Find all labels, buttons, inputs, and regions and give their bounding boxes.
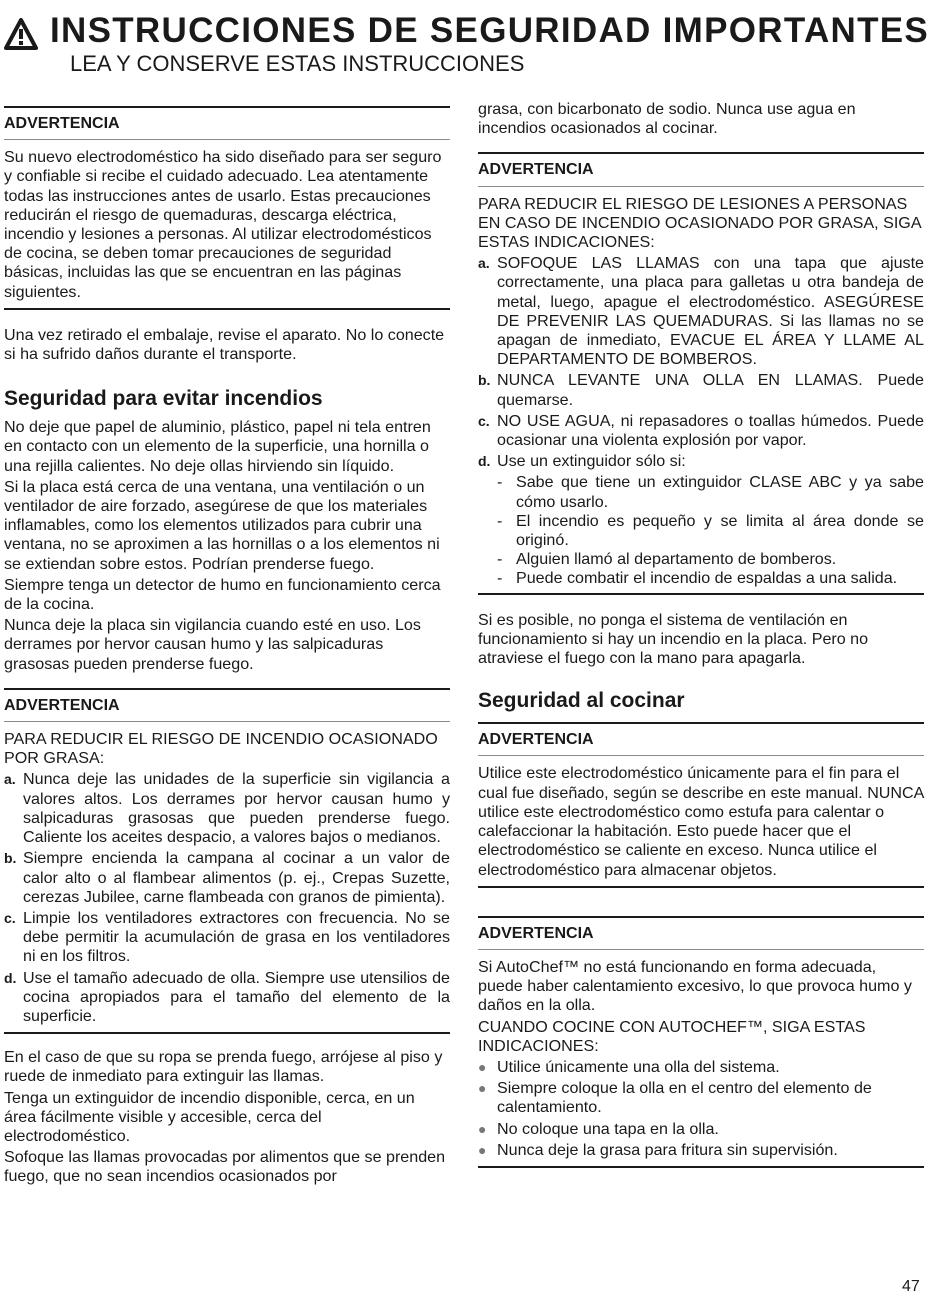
- list-item: [478, 371, 924, 409]
- list-letter: d.: [4, 969, 17, 986]
- list-letter: c.: [478, 412, 490, 429]
- warning-intro: PARA REDUCIR EL RIESGO DE INCENDIO OCASIONADO POR GRASA:: [4, 730, 438, 768]
- fire-paragraph: No deje que papel de aluminio, plástico, papel ni tela entren en contacto con un elemento de la superficie, una hornilla o una rejilla calientes. No deje ollas hirviendo sin líquido.: [4, 418, 431, 475]
- list-item: [478, 452, 924, 471]
- smother-flames-text: Sofoque las llamas provocadas por alimentos que se prenden fuego, que no sean incendios ocasionados por: [4, 1148, 446, 1186]
- ventilation-text: Si es posible, no ponga el sistema de ventilación en funcionamiento si hay un incendio en la placa. Pero no atraviese el fuego con la mano para apagarla.: [478, 610, 869, 668]
- bullet-item: [478, 1120, 924, 1139]
- list-letter: d.: [478, 453, 491, 470]
- dash-item: [497, 550, 924, 569]
- list-letter: c.: [4, 909, 16, 926]
- list-letter: b.: [4, 850, 17, 867]
- warning-label: ADVERTENCIA: [4, 690, 450, 722]
- continuation-text: grasa, con bicarbonato de sodio. Nunca use agua en incendios ocasionados al cocinar.: [478, 100, 856, 138]
- list-text: NO USE AGUA, ni repasadores o toallas húmedos. Puede ocasionar una violenta explosión por vapor.: [497, 411, 924, 450]
- page-subtitle: LEA Y CONSERVE ESTAS INSTRUCCIONES: [70, 51, 525, 76]
- warning-label: ADVERTENCIA: [478, 724, 924, 756]
- dash-text: Sabe que tiene un extinguidor CLASE ABC y ya sabe cómo usarlo.: [516, 473, 924, 511]
- bullet-item: [478, 1141, 924, 1160]
- warning-text: Si AutoChef™ no está funcionando en forma adecuada, puede haber calentamiento excesivo, lo que provoca humo y daños en la olla.: [478, 957, 912, 1015]
- list-item: [4, 849, 450, 907]
- page-number: 47: [902, 1278, 920, 1295]
- dash-item: [497, 569, 924, 588]
- clothing-fire-text: En el caso de que su ropa se prenda fuego, arrójese al piso y ruede de inmediato para extinguir las llamas.: [4, 1048, 443, 1086]
- bullet-mark: ●: [478, 1141, 487, 1158]
- list-item: [4, 969, 450, 1027]
- list-letter: a.: [4, 771, 16, 788]
- dash-mark: -: [497, 473, 503, 492]
- extinguisher-text: Tenga un extinguidor de incendio disponible, cerca, en un área fácilmente visible y accesible, cerca del electrodoméstico.: [4, 1088, 415, 1145]
- warning-box-usage: [478, 722, 924, 887]
- list-text: Limpie los ventiladores extractores con frecuencia. No se debe permitir la acumulación de grasa en los ventiladores ni en los filtros.: [23, 908, 450, 966]
- list-item: [4, 909, 450, 967]
- unpacking-text: Una vez retirado el embalaje, revise el aparato. No lo conecte si ha sufrido daños durante el transporte.: [4, 325, 445, 364]
- bullet-text: Nunca deje la grasa para fritura sin supervisión.: [497, 1140, 838, 1159]
- fire-paragraph: Si la placa está cerca de una ventana, una ventilación o un ventilador de aire forzado, asegúrese de que los materiales inflamables, como los elementos utilizados para cubrir una ventana, no se aproximen a las hornillas o a los elementos ni se extiendan sobre estos. Podrían prenderse fuego.: [4, 477, 440, 573]
- bullet-item: [478, 1058, 924, 1077]
- left-column: [4, 100, 450, 1189]
- fire-paragraph: Siempre tenga un detector de humo en funcionamiento cerca de la cocina.: [4, 575, 441, 614]
- warning-text: Su nuevo electrodoméstico ha sido diseñado para ser seguro y confiable si recibe el cuidado adecuado. Lea atentamente todas las instrucciones antes de usarlo. Estas precauciones reducirán el riesgo de quemaduras, descarga eléctrica, incendio y lesiones a personas. Al utilizar electrodomésticos de cocina, se deben tomar precauciones de seguridad básicas, incluidas las que se encuentran en las páginas siguientes.: [4, 148, 442, 301]
- list-text: NUNCA LEVANTE UNA OLLA EN LLAMAS. Puede quemarse.: [497, 371, 924, 409]
- dash-text: Alguien llamó al departamento de bomberos.: [516, 550, 837, 569]
- dash-mark: -: [497, 569, 503, 588]
- warning-box-autochef: [478, 916, 924, 1168]
- list-text: Use un extinguidor sólo si:: [497, 452, 686, 471]
- bullet-text: No coloque una tapa en la olla.: [497, 1119, 719, 1138]
- dash-text: Puede combatir el incendio de espaldas a una salida.: [516, 569, 898, 588]
- list-text: SOFOQUE LAS LLAMAS con una tapa que ajuste correctamente, una placa para galletas u otra bandeja de metal, luego, apague el electrodoméstico. ASEGÚRESE DE PREVENIR LAS QUEMADURAS. Si las llamas no se apagan de inmediato, EVACUE EL ÁREA Y LLAME AL DEPARTAMENTO DE BOMBEROS.: [497, 254, 924, 369]
- bullet-mark: ●: [478, 1058, 487, 1075]
- fire-paragraph: Nunca deje la placa sin vigilancia cuando esté en uso. Los derrames por hervor causan humo y las salpicaduras grasosas pueden prenderse fuego.: [4, 616, 421, 673]
- list-text: Siempre encienda la campana al cocinar a un valor de calor alto o al flambear alimentos (p. ej., Crepas Suzette, cerezas Jubilee, carne flambeada con granos de pimienta).: [23, 849, 450, 906]
- warning-label: ADVERTENCIA: [478, 154, 924, 186]
- dash-text: El incendio es pequeño y se limita al área donde se originó.: [516, 511, 924, 550]
- warning-text: Utilice este electrodoméstico únicamente para el fin para el cual fue diseñado, según se describe en este manual. NUNCA utilice este electrodoméstico como estufa para calentar o calefaccionar la habitación. Esto puede hacer que el electrodoméstico se caliente en exceso. Nunca utilice el electrodoméstico para almacenar objetos.: [478, 764, 924, 879]
- dash-item: [497, 512, 924, 550]
- dash-item: [497, 473, 924, 511]
- bullet-text: Utilice únicamente una olla del sistema.: [497, 1057, 780, 1076]
- section-heading-cooking: Seguridad al cocinar: [478, 689, 685, 713]
- bullet-item: [478, 1079, 924, 1117]
- bullet-mark: ●: [478, 1080, 487, 1097]
- warning-box-general: [4, 106, 450, 310]
- dash-mark: -: [497, 550, 503, 569]
- list-item: [4, 770, 450, 847]
- list-item: [478, 412, 924, 450]
- warning-triangle-icon: [4, 18, 38, 50]
- warning-box-grease-fire: [4, 688, 450, 1034]
- list-item: [478, 254, 924, 369]
- bullet-mark: ●: [478, 1120, 487, 1137]
- list-text: Nunca deje las unidades de la superficie sin vigilancia a valores altos. Los derrames por hervor causan humo y salpicaduras grasosas que pueden prenderse fuego. Caliente los aceites despacio, a valores bajos o medianos.: [23, 770, 450, 847]
- bullet-text: Siempre coloque la olla en el centro del elemento de calentamiento.: [497, 1079, 872, 1117]
- page-title: INSTRUCCIONES DE SEGURIDAD IMPORTANTES: [50, 11, 930, 50]
- warning-intro: PARA REDUCIR EL RIESGO DE LESIONES A PERSONAS EN CASO DE INCENDIO OCASIONADO POR GRASA, SIGA ESTAS INDICACIONES:: [478, 194, 921, 252]
- list-letter: a.: [478, 255, 490, 272]
- warning-text: CUANDO COCINE CON AUTOCHEF™, SIGA ESTAS INDICACIONES:: [478, 1017, 866, 1055]
- right-column: [478, 100, 924, 1168]
- warning-label: ADVERTENCIA: [4, 108, 450, 140]
- warning-box-injury: [478, 152, 924, 594]
- warning-label: ADVERTENCIA: [478, 918, 924, 950]
- list-text: Use el tamaño adecuado de olla. Siempre use utensilios de cocina apropiados para el tamaño del elemento de la superficie.: [23, 968, 450, 1025]
- list-letter: b.: [478, 372, 491, 389]
- section-heading-fire: Seguridad para evitar incendios: [4, 387, 323, 411]
- dash-mark: -: [497, 511, 503, 530]
